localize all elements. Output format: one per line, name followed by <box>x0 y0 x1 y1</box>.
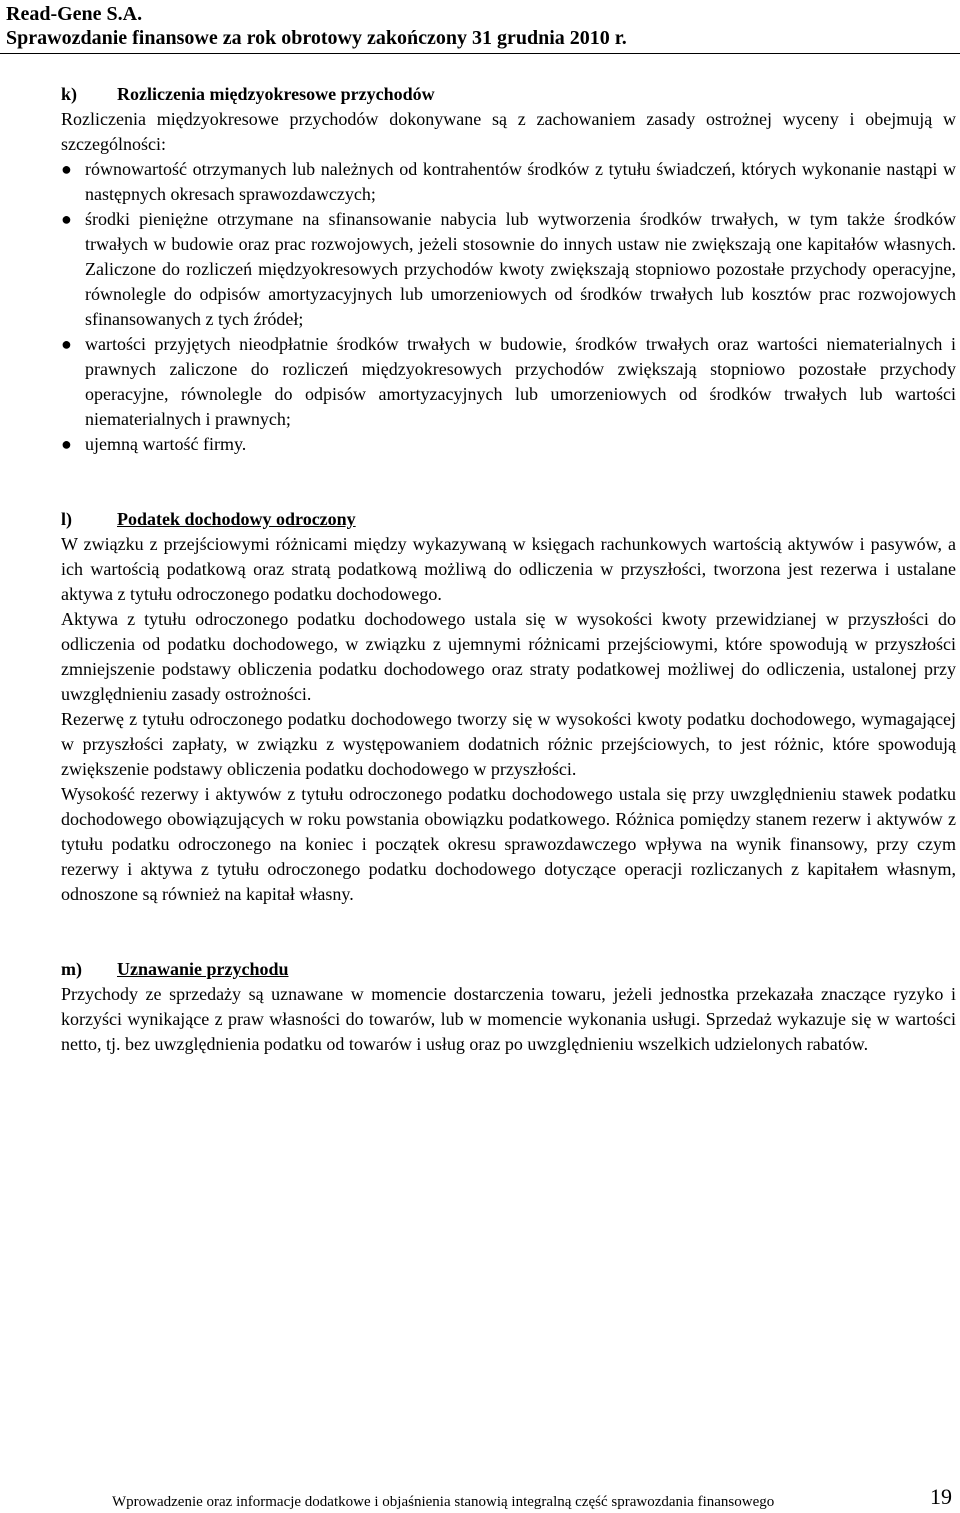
bullet-icon: ● <box>61 159 72 179</box>
bullet-icon: ● <box>61 434 72 454</box>
section-k-bullet-list <box>61 157 956 457</box>
page-content <box>61 82 956 1057</box>
bullet-icon: ● <box>61 209 72 229</box>
bullet-icon: ● <box>61 334 72 354</box>
list-item: ● ujemną wartość firmy. <box>61 432 956 457</box>
section-l <box>61 507 956 907</box>
section-l-heading <box>61 507 956 532</box>
list-item: ● wartości przyjętych nieodpłatnie środków trwałych w budowie, środków trwałych oraz wartości niematerialnych i prawnych zaliczone do rozliczeń międzyokresowych przychodów zwiększają stopniowo pozostałe przychody operacyjne, równolegle do odpisów amortyzacyjnych lub umorzeniowych od środków trwałych lub wartości niematerialnych i prawnych; <box>61 334 956 429</box>
section-k-intro: Rozliczenia międzyokresowe przychodów dokonywane są z zachowaniem zasady ostrożnej wyceny i obejmują w szczególności: <box>61 109 956 154</box>
section-l-paragraph-4: Wysokość rezerwy i aktywów z tytułu odroczonego podatku dochodowego ustala się przy uwzględnieniu stawek podatku dochodowego obowiązujących w roku powstania obowiązku podatkowego. Różnica pomiędzy stanem rezerw i aktywów z tytułu podatku odroczonego na koniec i początek okresu sprawozdawczego wpływa na wynik finansowy, przy czym rezerwy i aktywa z tytułu odroczonego podatku dochodowego dotyczące operacji rozliczanych z kapitałem własnym, odnoszone są również na kapitał własny. <box>61 784 956 904</box>
section-l-title: Podatek dochodowy odroczony <box>117 509 356 529</box>
section-spacer <box>61 907 956 957</box>
section-m-paragraph: Przychody ze sprzedaży są uznawane w momencie dostarczenia towaru, jeżeli jednostka przekazała znaczące ryzyko i korzyści wynikające z praw własności do towarów, lub w momencie wykonania usługi. Sprzedaż wykazuje się w wartości netto, tj. bez uwzględnienia podatku od towarów i usług oraz po uwzględnieniu wszelkich udzielonych rabatów. <box>61 984 956 1054</box>
section-m <box>61 957 956 1057</box>
list-item: ● równowartość otrzymanych lub należnych od kontrahentów środków z tytułu świadczeń, których wykonanie nastąpi w następnych okresach sprawozdawczych; <box>61 159 956 204</box>
company-name: Read-Gene S.A. <box>6 3 143 25</box>
footer-note: Wprowadzenie oraz informacje dodatkowe i objaśnienia stanowią integralną część sprawozdania finansowego <box>112 1494 775 1510</box>
section-l-paragraph-2: Aktywa z tytułu odroczonego podatku dochodowego ustala się w wysokości kwoty przewidzianej w przyszłości do odliczenia od podatku dochodowego, w związku z ujemnymi różnicami przejściowymi, które spowodują w przyszłości zmniejszenie podstawy obliczenia podatku dochodowego oraz straty podatkowej możliwej do odliczenia, ustalonej przy uwzględnieniu zasady ostrożności. <box>61 609 956 704</box>
page-number: 19 <box>930 1484 952 1509</box>
section-l-paragraph-3: Rezerwę z tytułu odroczonego podatku dochodowego tworzy się w wysokości kwoty podatku dochodowego, wymagającej w przyszłości zapłaty, w związku z występowaniem dodatnich różnic przejściowych, to jest różnic, które spowodują zwiększenie podstawy obliczenia podatku dochodowego w przyszłości. <box>61 709 956 779</box>
section-spacer <box>61 457 956 507</box>
section-k-letter: k) <box>61 84 78 104</box>
section-m-heading <box>61 957 956 982</box>
document-title: Sprawozdanie finansowe za rok obrotowy zakończony 31 grudnia 2010 r. <box>6 27 627 49</box>
section-k <box>61 82 956 457</box>
section-l-letter: l) <box>61 509 72 529</box>
section-k-heading <box>61 82 956 107</box>
header-divider <box>0 53 960 54</box>
list-item: ● środki pieniężne otrzymane na sfinansowanie nabycia lub wytworzenia środków trwałych, w tym także środków trwałych w budowie oraz prac rozwojowych, jeżeli stosownie do innych ustaw nie zwiększają one kapitałów własnych. Zaliczone do rozliczeń międzyokresowych przychodów kwoty zwiększają stopniowo pozostałe przychody operacyjne, równolegle do odpisów amortyzacyjnych lub umorzeniowych od środków trwałych lub kosztów prac rozwojowych sfinansowanych z tych źródeł; <box>61 209 956 329</box>
section-m-title: Uznawanie przychodu <box>117 959 289 979</box>
section-m-letter: m) <box>61 959 82 979</box>
section-k-title: Rozliczenia międzyokresowe przychodów <box>117 84 435 104</box>
section-l-paragraph-1: W związku z przejściowymi różnicami między wykazywaną w księgach rachunkowych wartością aktywów i pasywów, a ich wartością podatkową oraz stratą podatkową możliwą do odliczenia w przyszłości, tworzona jest rezerwa i ustalane aktywa z tytułu odroczonego podatku dochodowego. <box>61 534 956 604</box>
